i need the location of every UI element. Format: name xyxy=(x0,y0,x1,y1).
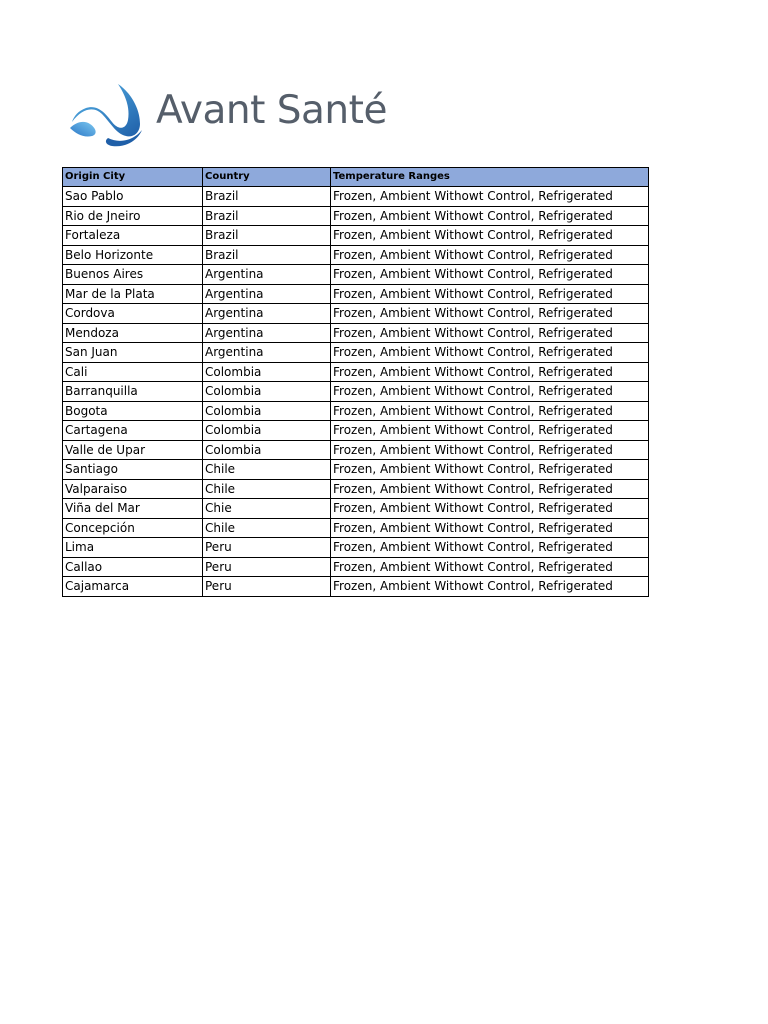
table-row xyxy=(63,382,649,402)
cell-temperature-ranges: Frozen, Ambient Withowt Control, Refrigerated xyxy=(331,479,649,499)
cell-temperature-ranges: Frozen, Ambient Withowt Control, Refrigerated xyxy=(331,362,649,382)
cell-country: Chile xyxy=(203,479,331,499)
cell-country: Brazil xyxy=(203,187,331,207)
cell-country: Argentina xyxy=(203,323,331,343)
cell-origin-city: Viña del Mar xyxy=(63,499,203,519)
cell-origin-city: Cajamarca xyxy=(63,577,203,597)
cell-country: Colombia xyxy=(203,362,331,382)
cell-country: Colombia xyxy=(203,382,331,402)
table-row xyxy=(63,557,649,577)
table-row xyxy=(63,577,649,597)
cell-temperature-ranges: Frozen, Ambient Withowt Control, Refrigerated xyxy=(331,538,649,558)
brand-name: Avant Santé xyxy=(156,88,387,133)
cell-country: Peru xyxy=(203,557,331,577)
cell-origin-city: Valle de Upar xyxy=(63,440,203,460)
cell-origin-city: Concepción xyxy=(63,518,203,538)
cell-country: Chie xyxy=(203,499,331,519)
cell-origin-city: San Juan xyxy=(63,343,203,363)
table-header-row xyxy=(63,168,649,187)
table-row xyxy=(63,460,649,480)
cell-country: Brazil xyxy=(203,245,331,265)
cell-temperature-ranges: Frozen, Ambient Withowt Control, Refrigerated xyxy=(331,421,649,441)
table-row xyxy=(63,479,649,499)
table-row xyxy=(63,304,649,324)
cell-origin-city: Rio de Jneiro xyxy=(63,206,203,226)
table-row xyxy=(63,343,649,363)
cell-temperature-ranges: Frozen, Ambient Withowt Control, Refrigerated xyxy=(331,557,649,577)
cell-country: Peru xyxy=(203,577,331,597)
table-row xyxy=(63,265,649,285)
cell-country: Chile xyxy=(203,518,331,538)
cell-temperature-ranges: Frozen, Ambient Withowt Control, Refrigerated xyxy=(331,499,649,519)
cell-origin-city: Buenos Aires xyxy=(63,265,203,285)
table-row xyxy=(63,323,649,343)
cell-origin-city: Callao xyxy=(63,557,203,577)
cell-origin-city: Mar de la Plata xyxy=(63,284,203,304)
cell-temperature-ranges: Frozen, Ambient Withowt Control, Refrigerated xyxy=(331,245,649,265)
cell-temperature-ranges: Frozen, Ambient Withowt Control, Refrigerated xyxy=(331,206,649,226)
header-origin-city: Origin City xyxy=(63,168,203,187)
cell-temperature-ranges: Frozen, Ambient Withowt Control, Refrigerated xyxy=(331,265,649,285)
cell-temperature-ranges: Frozen, Ambient Withowt Control, Refrigerated xyxy=(331,304,649,324)
cell-origin-city: Fortaleza xyxy=(63,226,203,246)
cell-country: Argentina xyxy=(203,284,331,304)
cell-temperature-ranges: Frozen, Ambient Withowt Control, Refrigerated xyxy=(331,343,649,363)
table-row xyxy=(63,284,649,304)
cell-country: Chile xyxy=(203,460,331,480)
cell-origin-city: Bogota xyxy=(63,401,203,421)
cell-origin-city: Valparaiso xyxy=(63,479,203,499)
cell-origin-city: Mendoza xyxy=(63,323,203,343)
table-row xyxy=(63,187,649,207)
table-row xyxy=(63,362,649,382)
cell-temperature-ranges: Frozen, Ambient Withowt Control, Refrigerated xyxy=(331,187,649,207)
cell-temperature-ranges: Frozen, Ambient Withowt Control, Refrigerated xyxy=(331,440,649,460)
cell-country: Brazil xyxy=(203,226,331,246)
cell-temperature-ranges: Frozen, Ambient Withowt Control, Refrigerated xyxy=(331,401,649,421)
avant-sante-swirl-icon xyxy=(68,78,148,148)
cell-temperature-ranges: Frozen, Ambient Withowt Control, Refrigerated xyxy=(331,460,649,480)
cell-country: Argentina xyxy=(203,265,331,285)
table-row xyxy=(63,226,649,246)
cell-country: Brazil xyxy=(203,206,331,226)
cell-country: Colombia xyxy=(203,401,331,421)
cell-temperature-ranges: Frozen, Ambient Withowt Control, Refrigerated xyxy=(331,323,649,343)
cell-country: Argentina xyxy=(203,304,331,324)
table-row xyxy=(63,245,649,265)
header-temperature-ranges: Temperature Ranges xyxy=(331,168,649,187)
cell-origin-city: Sao Pablo xyxy=(63,187,203,207)
cell-origin-city: Lima xyxy=(63,538,203,558)
table-row xyxy=(63,206,649,226)
cell-country: Argentina xyxy=(203,343,331,363)
cell-temperature-ranges: Frozen, Ambient Withowt Control, Refrigerated xyxy=(331,518,649,538)
cell-origin-city: Santiago xyxy=(63,460,203,480)
header-country: Country xyxy=(203,168,331,187)
cell-temperature-ranges: Frozen, Ambient Withowt Control, Refrigerated xyxy=(331,284,649,304)
table-row xyxy=(63,401,649,421)
cell-temperature-ranges: Frozen, Ambient Withowt Control, Refrigerated xyxy=(331,382,649,402)
table-row xyxy=(63,518,649,538)
cell-country: Colombia xyxy=(203,421,331,441)
origin-cities-table xyxy=(62,167,649,597)
cell-origin-city: Belo Horizonte xyxy=(63,245,203,265)
brand-logo xyxy=(68,78,398,150)
cell-origin-city: Cali xyxy=(63,362,203,382)
cell-temperature-ranges: Frozen, Ambient Withowt Control, Refrigerated xyxy=(331,577,649,597)
cell-origin-city: Cordova xyxy=(63,304,203,324)
cell-country: Peru xyxy=(203,538,331,558)
table-row xyxy=(63,538,649,558)
table-row xyxy=(63,440,649,460)
cell-temperature-ranges: Frozen, Ambient Withowt Control, Refrigerated xyxy=(331,226,649,246)
table-body xyxy=(63,187,649,597)
table-row xyxy=(63,499,649,519)
cell-origin-city: Barranquilla xyxy=(63,382,203,402)
cell-origin-city: Cartagena xyxy=(63,421,203,441)
cell-country: Colombia xyxy=(203,440,331,460)
table-row xyxy=(63,421,649,441)
